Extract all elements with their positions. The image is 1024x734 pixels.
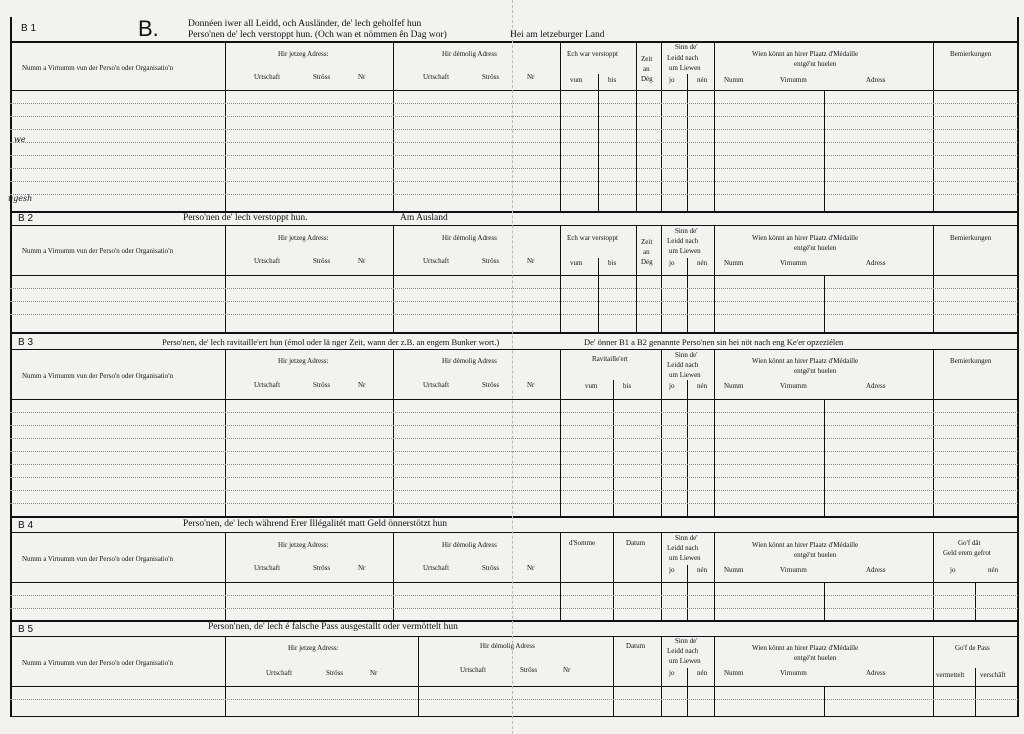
- b4-title: Perso'nen, de' lech während Erer Illégalitét matt Geld önnerstötzt hun: [183, 519, 448, 529]
- b1-person-header: Numm a Virnumm vun der Perso'n oder Organisatio'n: [22, 64, 173, 72]
- section-code-b5: B 5: [18, 624, 34, 635]
- section-code-b2: B 2: [18, 213, 34, 224]
- b2-title: Perso'nen de' lech verstoppt hun.: [183, 213, 308, 223]
- fold-line: [512, 0, 513, 734]
- intro-line-2-tail: Hei am letzeburger Land: [510, 30, 605, 40]
- section-code-b1: B 1: [21, 23, 37, 34]
- intro-line-1: Donnéen iwer all Leidd, och Ausländer, de' lech geholfef hun: [188, 19, 422, 29]
- section-code-b3: B 3: [18, 337, 34, 348]
- intro-line-2: Perso'nen de' lech verstoppt hun. (Och wan et nömmen ên Dag wor): [188, 30, 447, 40]
- margin-mark-2: ugesh: [8, 194, 33, 203]
- b1-header-bottom: [10, 90, 1018, 91]
- b3-title: Perso'nen, de' lech ravitaille'ert hun (émol oder lä nger Zeit, wann der z.B. an engem Bunker wort.): [162, 337, 500, 347]
- form-page: B 1 B. Donnéen iwer all Leidd, och Ausländer, de' lech geholfef hun Perso'nen de' lech verstoppt hun. (Och wan et nömmen ên Dag wor) Hei am letzeburger Land we ugesh Numm a Virnumm vun der Perso'n oder Organisatio'n Hir jetzeg Adress: Urtschaft Ströss Nr Hir démolig Adress Urtschaft Ströss Nr Ech war verstoppt vum bis Zeit an Dég Sinn de' Leidd nach um Liewen jo nén Wien könnt an hirer Plaatz d'Médaille entgé'nt huelen Numm Virnumm Adress Bemierkungen B 2 Perso'nen de' lech verstoppt hun. Am Ausland Numm a Virnumm vun der Perso'n oder Organisatio'n Hir jetzeg Adress: Urtschaft Ströss Nr Hir démolig Adress Urtschaft Ströss Nr Ech war verstoppt vum bis Zeit an Dég Sinn de' Leidd nach um Liewen jo nén Wien könnt an hirer Plaatz d'Médaille entgé'nt huelen Numm Virnumm Adress Bemierkungen B 3 Perso'nen, de' lech ravitaille'ert hun (émol oder lä nger Zeit, wann der z.B. an engem Bunker wort.) De' önner B1 a B2 genannte Perso'nen sin hei nöt nach eng Ke'er opzeziélen Numm a Virnumm vun der Perso'n oder Organisatio'n Hir jetzeg Adress: Urtschaft Ströss Nr Hir démolig Adress Urtschaft Ströss Nr Ravitaille'ert vum bis Sinn de' Leidd nach um Liewen jo nén Wien könnt an hirer Plaatz d'Médaille entgé'nt huelen Numm Virnumm Adress Bemierkungen B 4 Perso'nen, de' lech während Erer Illégalitét matt Geld önnerstötzt hun Numm a Virnumm vun der Perso'n oder Organisatio'n Hir jetzeg Adress: Urtschaft Ströss Nr Hir démolig Adress Urtschaft Ströss Nr d'Somme Datum Sinn de' Leidd nach um Liewen jo nén Wien könnt an hirer Plaatz d'Médaille entgé'nt huelen Numm Virnumm Adress Go'f dât Geld erem gefrot jo nén B 5 Person'nen, de' lech é falsche Pass ausgestallt oder vermöttelt hun Numm a Virnumm vun der Perso'n oder Organisatio'n Hir jetzeg Adress: Urtschaft Ströss Nr Hir démolig Adress Urtschaft Ströss Nr Datum Sinn de' Leidd nach um Liewen jo nén Wien könnt an hirer Plaatz d'Médaille entgé'nt huelen Numm Virnumm Adress Go'f de Pass vermettelt verschâft: [0, 0, 1024, 734]
- b1-top-rule: [10, 41, 1018, 43]
- margin-mark-1: we: [14, 135, 26, 144]
- b3-note: De' önner B1 a B2 genannte Perso'nen sin hei nöt nach eng Ke'er opzeziélen: [584, 337, 844, 347]
- b2-subtitle: Am Ausland: [400, 213, 448, 223]
- section-code-b4: B 4: [18, 520, 34, 531]
- frame-right: [1017, 17, 1019, 717]
- frame-left: [10, 17, 12, 717]
- b5-title: Person'nen, de' lech é falsche Pass ausgestallt oder vermöttelt hun: [208, 622, 458, 632]
- form-letter: B.: [138, 16, 159, 41]
